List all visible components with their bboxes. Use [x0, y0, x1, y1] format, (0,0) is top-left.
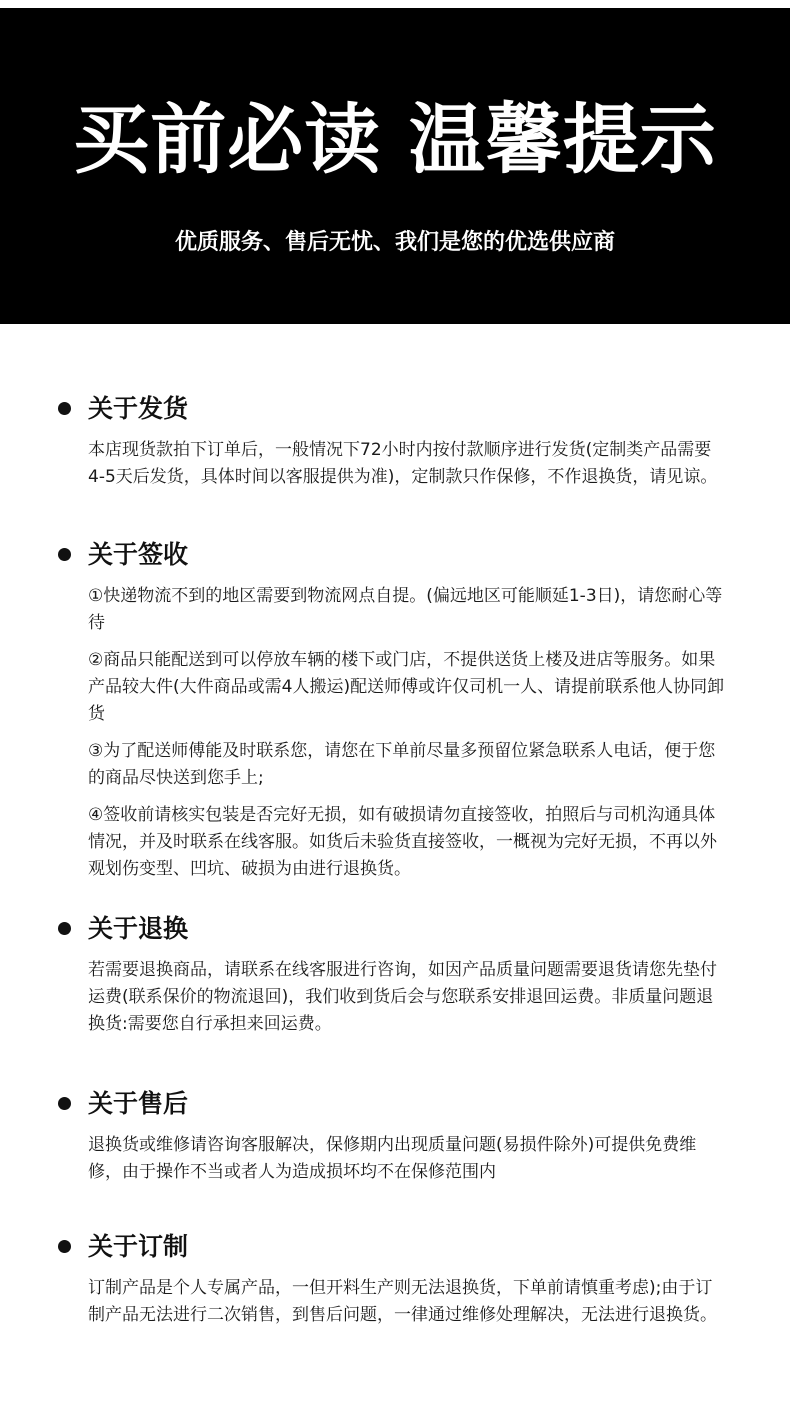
section-header: [58, 911, 758, 947]
bullet-icon: [58, 1097, 71, 1110]
section-title: 关于签收: [88, 540, 189, 569]
section-paragraph: 若需要退换商品，请联系在线客服进行咨询，如因产品质量问题需要退货请您先垫付运费(联系保价的物流退回)，我们收到货后会与您联系安排退回运费。非质量问题退换货:需要您自行承担来回运费。: [88, 960, 717, 1034]
section-header: [58, 391, 758, 427]
section-paragraph: ①快递物流不到的地区需要到物流网点自提。(偏远地区可能顺延1-3日)，请您耐心等待: [88, 586, 723, 633]
page-title: 买前必读 温馨提示: [73, 95, 717, 184]
section-title: 关于订制: [88, 1232, 189, 1261]
section-paragraph: 退换货或维修请咨询客服解决，保修期内出现质量问题(易损件除外)可提供免费维修，由于操作不当或者人为造成损坏均不在保修范围内: [88, 1135, 697, 1182]
section-paragraph: ④签收前请核实包装是否完好无损，如有破损请勿直接签收，拍照后与司机沟通具体情况，并及时联系在线客服。如货后未验货直接签收，一概视为完好无损，不再以外观划伤变型、凹坑、破损为由进行退换货。: [88, 805, 717, 879]
bullet-icon: [58, 402, 71, 415]
section-title: 关于发货: [88, 394, 189, 423]
section-title: 关于售后: [88, 1089, 189, 1118]
section-header: [58, 1229, 758, 1265]
section-paragraph: 本店现货款拍下订单后，一般情况下72小时内按付款顺序进行发货(定制类产品需要4-5天后发货，具体时间以客服提供为准)，定制款只作保修，不作退换货，请见谅。: [88, 440, 718, 487]
section-header: [58, 537, 758, 573]
section-paragraph: ②商品只能配送到可以停放车辆的楼下或门店，不提供送货上楼及进店等服务。如果产品较大件(大件商品或需4人搬运)配送师傅或许仅司机一人、请提前联系他人协同卸货: [88, 650, 725, 724]
section-title: 关于退换: [88, 914, 189, 943]
bullet-icon: [58, 922, 71, 935]
bullet-icon: [58, 1240, 71, 1253]
section-paragraph: ③为了配送师傅能及时联系您，请您在下单前尽量多预留位紧急联系人电话，便于您的商品尽快送到您手上;: [88, 741, 716, 788]
section-paragraph: 订制产品是个人专属产品，一但开料生产则无法退换货，下单前请慎重考虑);由于订制产品无法进行二次销售，到售后问题，一律通过维修处理解决，无法进行退换货。: [88, 1278, 717, 1325]
page-subtitle: 优质服务、售后无忧、我们是您的优选供应商: [174, 230, 615, 255]
section-header: [58, 1086, 758, 1122]
bullet-icon: [58, 548, 71, 561]
header-banner: [0, 8, 790, 324]
